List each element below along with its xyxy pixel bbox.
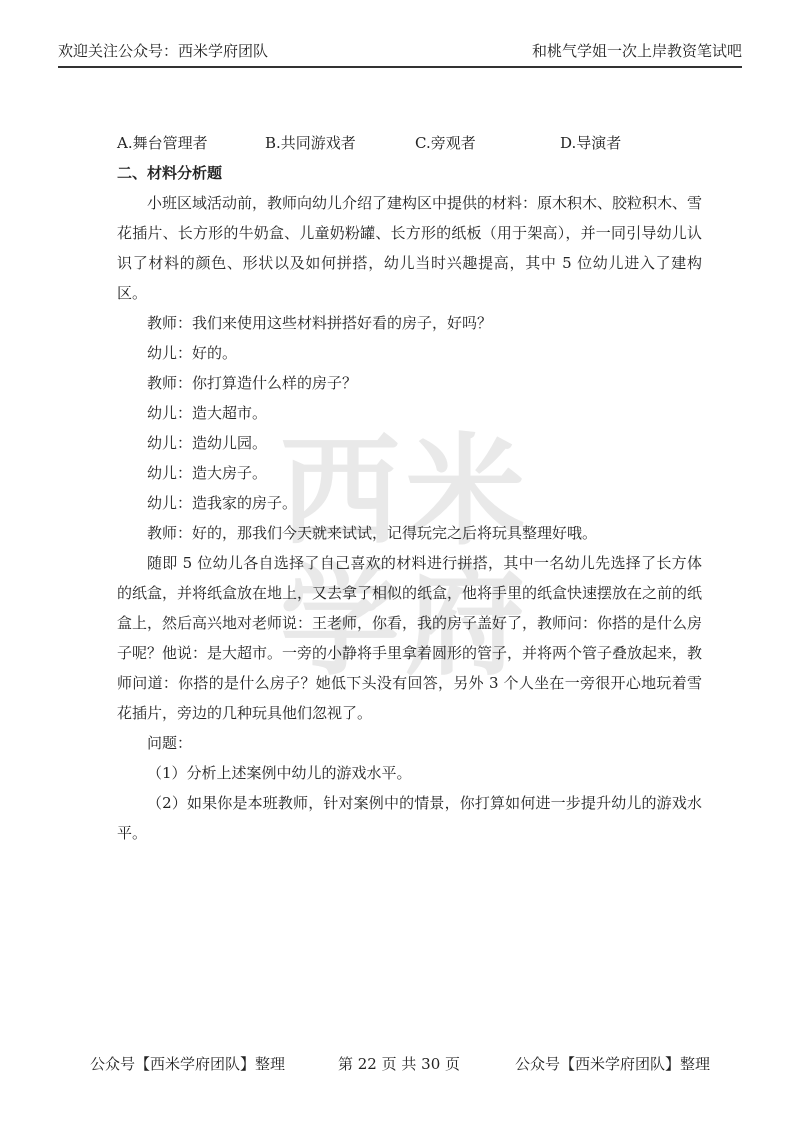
intro-paragraph: 小班区域活动前，教师向幼儿介绍了建构区中提供的材料：原木积木、胶粒积木、雪花插片、长方形的牛奶盒、儿童奶粉罐、长方形的纸板（用于架高），并一同引导幼儿认识了材料的颜色、形状以及如何拼搭，幼儿当时兴趣提高，其中 5 位幼儿进入了建构区。 (117, 194, 703, 302)
dialogue-line: 幼儿：造我家的房子。 (147, 494, 298, 512)
document-body (117, 128, 702, 848)
watermark-char: 西 (280, 423, 400, 562)
dialogue-line: 教师：你打算造什么样的房子？ (147, 374, 358, 392)
dialogue-line: 幼儿：造大房子。 (147, 464, 268, 482)
option-b: B.共同游戏者 (265, 134, 356, 152)
dialogue-line: 教师：好的，那我们今天就来试试，记得玩完之后将玩具整理好哦。 (147, 524, 598, 542)
page-header (58, 40, 742, 68)
header-left-text: 欢迎关注公众号：西米学府团队 (58, 42, 269, 60)
question-label: 问题： (147, 734, 193, 752)
answer-options (117, 128, 702, 158)
option-a: A.舞台管理者 (117, 134, 208, 152)
question-item: （1）分析上述案例中幼儿的游戏水平。 (147, 764, 412, 782)
footer-left-text: 公众号【西米学府团队】整理 (90, 1055, 286, 1073)
watermark-char: 学 (280, 553, 400, 692)
dialogue-line: 幼儿：造幼儿园。 (147, 434, 268, 452)
section-title: 二、材料分析题 (117, 164, 223, 182)
option-c: C.旁观者 (415, 134, 476, 152)
narrative-paragraph: 随即 5 位幼儿各自选择了自己喜欢的材料进行拼搭，其中一名幼儿先选择了长方体的纸盒，并将纸盒放在地上，又去拿了相似的纸盒，他将手里的纸盒快速摆放在之前的纸盒上，然后高兴地对老师说：王老师，你看，我的房子盖好了，教师问：你搭的是什么房子呢？他说：是大超市。一旁的小静将手里拿着圆形的管子，并将两个管子叠放起来，教师问道：你搭的是什么房子？她低下头没有回答，另外 3 个人坐在一旁很开心地玩着雪花插片，旁边的几种玩具他们忽视了。 (117, 554, 703, 722)
header-right-text: 和桃气学姐一次上岸教资笔试吧 (531, 42, 742, 60)
footer-right-text: 公众号【西米学府团队】整理 (514, 1055, 710, 1073)
page-number: 第 22 页 共 30 页 (338, 1055, 461, 1073)
page-footer (90, 1053, 710, 1077)
dialogue-line: 幼儿：好的。 (147, 344, 238, 362)
option-d: D.导演者 (560, 134, 622, 152)
dialogue-line: 幼儿：造大超市。 (147, 404, 268, 422)
watermark-char: 府 (405, 553, 525, 692)
watermark-char: 米 (405, 423, 525, 562)
dialogue-line: 教师：我们来使用这些材料拼搭好看的房子，好吗？ (147, 314, 493, 332)
question-item: （2）如果你是本班教师，针对案例中的情景，你打算如何进一步提升幼儿的游戏水平。 (117, 794, 702, 842)
